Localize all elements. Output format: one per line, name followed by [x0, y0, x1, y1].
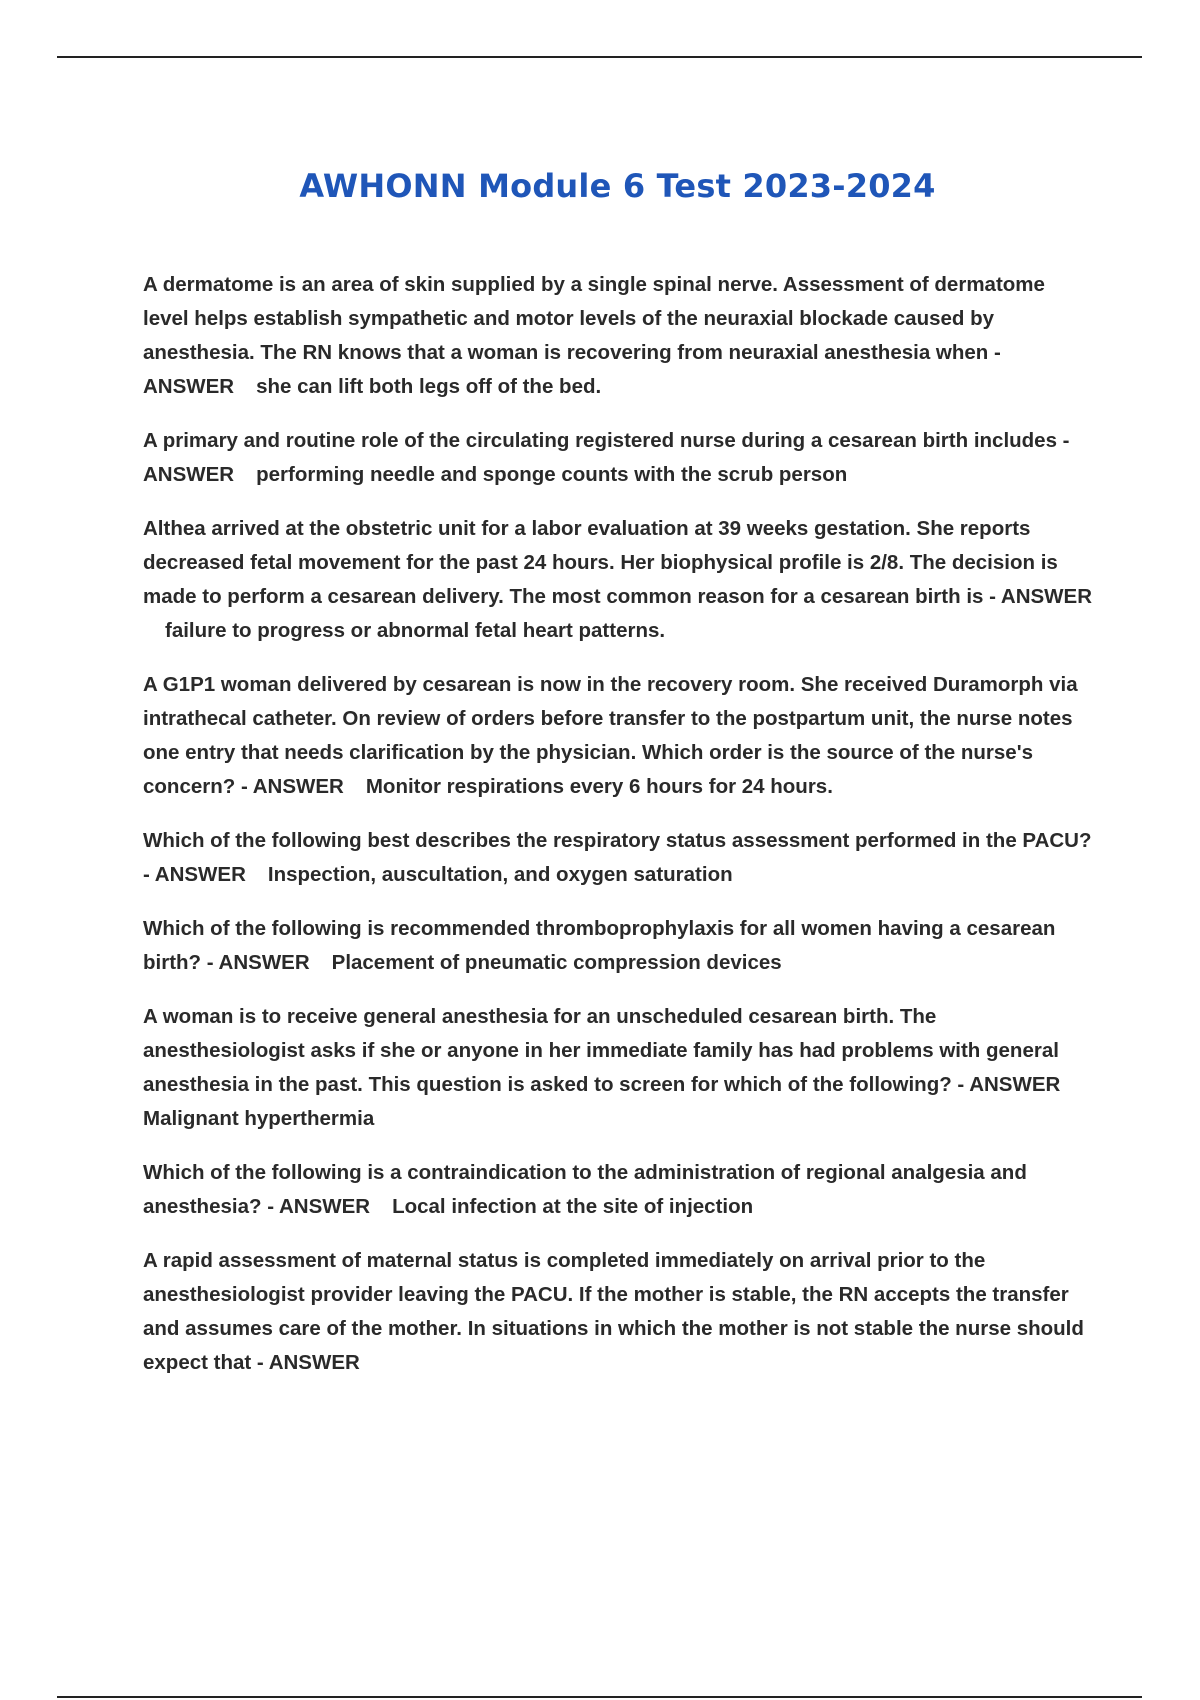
answer-label: ANSWER	[278, 1195, 371, 1218]
answer-label: ANSWER	[1000, 585, 1092, 608]
answer-text: Monitor respirations every 6 hours for 24 hours.	[365, 775, 833, 798]
question-text: A dermatome is an area of skin supplied by a single spinal nerve. Assessment of dermatome level helps establish sympathetic and motor levels of the neuraxial blockade caused by anesthesia. The RN knows that a woman is recovering from neuraxial anesthesia when -	[143, 273, 1045, 364]
answer-label: ANSWER	[218, 951, 310, 974]
answer-label: ANSWER	[143, 463, 235, 486]
answer-text: she can lift both legs off of the bed.	[256, 375, 602, 398]
answer-text: Malignant hyperthermia	[143, 1107, 375, 1130]
question-text: Which of the following is a contraindication to the administration of regional analgesia and anesthesia? -	[143, 1161, 1027, 1218]
question-text: A G1P1 woman delivered by cesarean is now in the recovery room. She received Duramorph via intrathecal catheter. On review of orders before transfer to the postpartum unit, the nurse notes one entry that needs clarification by the physician. Which order is the source of the nurse's concern? -	[143, 673, 1078, 798]
qa-item	[143, 912, 1093, 980]
qa-item	[143, 1000, 1093, 1136]
qa-item	[143, 268, 1093, 404]
answer-text: failure to progress or abnormal fetal heart patterns.	[165, 619, 666, 642]
answer-label: ANSWER	[268, 1351, 360, 1374]
qa-item	[143, 512, 1093, 648]
qa-list	[143, 268, 1093, 1400]
header-divider	[57, 56, 1142, 58]
answer-text: Placement of pneumatic compression devices	[331, 951, 782, 974]
qa-item	[143, 1156, 1093, 1224]
qa-item	[143, 824, 1093, 892]
answer-text: Inspection, auscultation, and oxygen saturation	[267, 863, 733, 886]
qa-item	[143, 424, 1093, 492]
answer-text: Local infection at the site of injection	[392, 1195, 754, 1218]
answer-label: ANSWER	[154, 863, 246, 886]
qa-item	[143, 1244, 1093, 1380]
question-text: Which of the following is recommended thromboprophylaxis for all women having a cesarean birth? -	[143, 917, 1056, 974]
question-text: Which of the following best describes the respiratory status assessment performed in the PACU? -	[143, 829, 1092, 886]
question-text: A woman is to receive general anesthesia for an unscheduled cesarean birth. The anesthesiologist asks if she or anyone in her immediate family has had problems with general anesthesia in the past. This question is asked to screen for which of the following? -	[143, 1005, 1059, 1096]
document-title: AWHONN Module 6 Test 2023-2024	[299, 167, 936, 206]
answer-label: ANSWER	[969, 1073, 1061, 1096]
question-text: A primary and routine role of the circulating registered nurse during a cesarean birth includes -	[143, 429, 1070, 452]
footer-divider	[57, 1696, 1142, 1698]
question-text: A rapid assessment of maternal status is completed immediately on arrival prior to the anesthesiologist provider leaving the PACU. If the mother is stable, the RN accepts the transfer and assumes care of the mother. In situations in which the mother is not stable the nurse should expect that -	[143, 1249, 1084, 1374]
question-text: Althea arrived at the obstetric unit for a labor evaluation at 39 weeks gestation. She reports decreased fetal movement for the past 24 hours. Her biophysical profile is 2/8. The decision is made to perform a cesarean delivery. The most common reason for a cesarean birth is -	[143, 517, 1058, 608]
answer-label: ANSWER	[143, 375, 235, 398]
qa-item	[143, 668, 1093, 804]
answer-label: ANSWER	[252, 775, 344, 798]
answer-text: performing needle and sponge counts with the scrub person	[256, 463, 848, 486]
